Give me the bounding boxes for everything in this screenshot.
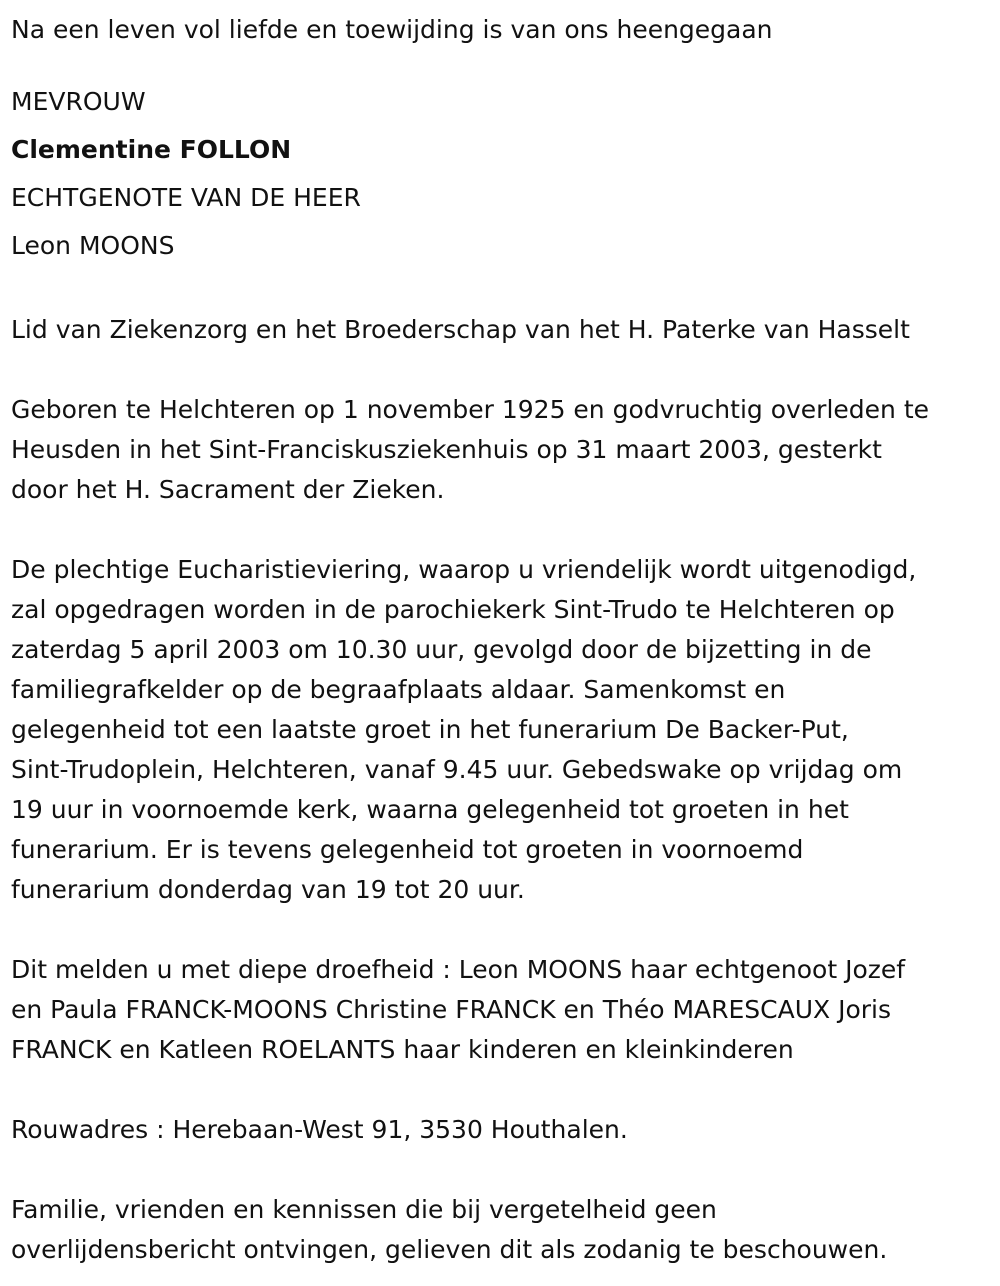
title-prefix: MEVROUW — [11, 87, 146, 116]
announcement-paragraph — [11, 950, 988, 1070]
ceremony-line: funerarium. Er is tevens gelegenheid tot groeten in voornoemd — [11, 835, 804, 864]
ceremony-line: gelegenheid tot een laatste groet in het funerarium De Backer-Put, — [11, 715, 849, 744]
announcement-line: FRANCK en Katleen ROELANTS haar kinderen en kleinkinderen — [11, 1035, 794, 1064]
birth-death-paragraph — [11, 390, 988, 510]
spouse-name: Leon MOONS — [11, 231, 175, 260]
deceased-name: Clementine FOLLON — [11, 135, 292, 164]
announcement-line: en Paula FRANCK-MOONS Christine FRANCK en Théo MARESCAUX Joris — [11, 995, 892, 1024]
birth-death-line: Geboren te Helchteren op 1 november 1925 en godvruchtig overleden te — [11, 395, 930, 424]
closing-paragraph — [11, 1190, 988, 1270]
ceremony-line: De plechtige Eucharistieviering, waarop u vriendelijk wordt uitgenodigd, — [11, 555, 917, 584]
ceremony-line: funerarium donderdag van 19 tot 20 uur. — [11, 875, 525, 904]
ceremony-line: 19 uur in voornoemde kerk, waarna gelegenheid tot groeten in het — [11, 795, 849, 824]
intro-text: Na een leven vol liefde en toewijding is van ons heengegaan — [11, 15, 773, 44]
ceremony-line: Sint-Trudoplein, Helchteren, vanaf 9.45 uur. Gebedswake op vrijdag om — [11, 755, 903, 784]
membership-text: Lid van Ziekenzorg en het Broederschap van het H. Paterke van Hasselt — [11, 315, 910, 344]
ceremony-line: zal opgedragen worden in de parochiekerk Sint-Trudo te Helchteren op — [11, 595, 895, 624]
mourning-address: Rouwadres : Herebaan-West 91, 3530 Houthalen. — [11, 1115, 628, 1144]
closing-line: overlijdensbericht ontvingen, gelieven dit als zodanig te beschouwen. — [11, 1235, 888, 1264]
ceremony-paragraph — [11, 550, 988, 910]
ceremony-line: zaterdag 5 april 2003 om 10.30 uur, gevolgd door de bijzetting in de — [11, 635, 872, 664]
ceremony-line: familiegrafkelder op de begraafplaats aldaar. Samenkomst en — [11, 675, 786, 704]
birth-death-line: Heusden in het Sint-Franciskusziekenhuis op 31 maart 2003, gesterkt — [11, 435, 882, 464]
relation-text: ECHTGENOTE VAN DE HEER — [11, 183, 361, 212]
closing-line: Familie, vrienden en kennissen die bij vergetelheid geen — [11, 1195, 717, 1224]
announcement-line: Dit melden u met diepe droefheid : Leon MOONS haar echtgenoot Jozef — [11, 955, 906, 984]
birth-death-line: door het H. Sacrament der Zieken. — [11, 475, 445, 504]
